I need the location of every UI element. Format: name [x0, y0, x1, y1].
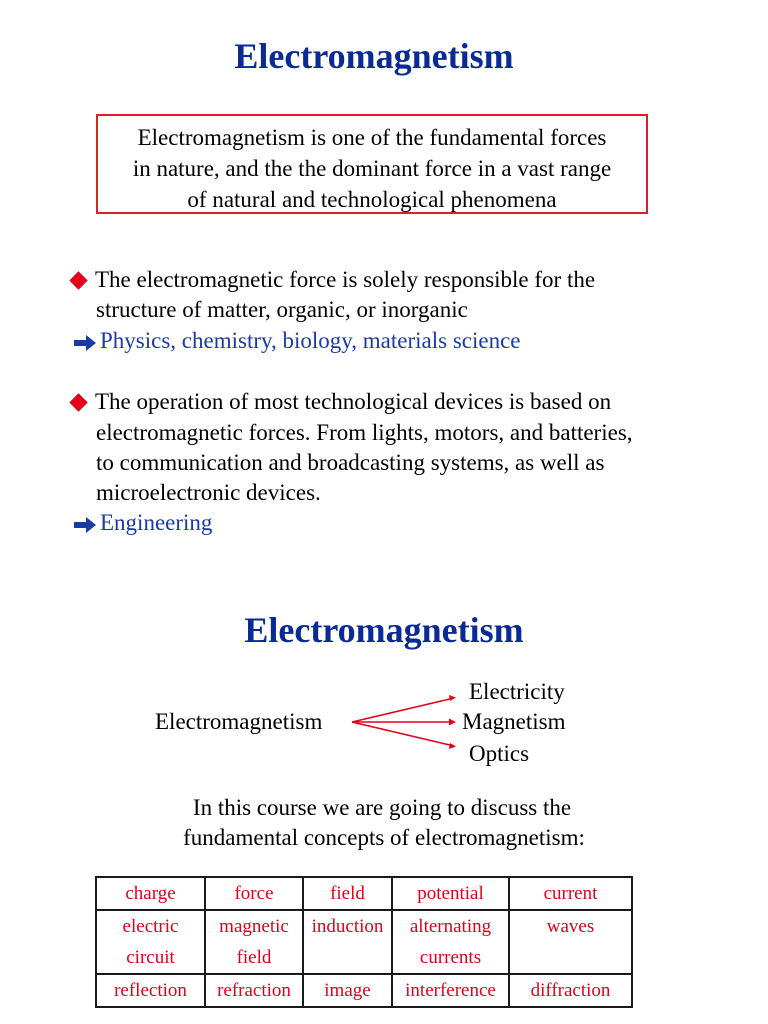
slide1-title: Electromagnetism: [234, 36, 514, 76]
table-row: [96, 974, 632, 1007]
diagram-target-electricity: Electricity: [469, 679, 565, 704]
arrowhead: [449, 719, 456, 726]
topic-cell: electric circuit: [96, 910, 205, 974]
topic-cell: potential: [392, 877, 509, 910]
bullet2-arrow-text: Engineering: [100, 510, 213, 535]
table-row: [96, 877, 632, 910]
arrow-to-optics: [352, 722, 454, 746]
table-row: [96, 910, 632, 974]
right-arrow-icon: [72, 334, 98, 352]
definition-line: in nature, and the the dominant force in a vast range: [132, 156, 612, 181]
diagram-source-label: Electromagnetism: [155, 709, 323, 734]
bullet2-line3: to communication and broadcasting systems, as well as: [96, 450, 605, 475]
arrow-to-electricity: [352, 698, 454, 722]
topic-cell: magnetic field: [205, 910, 303, 974]
topic-cell: current: [509, 877, 632, 910]
topic-cell: alternating currents: [392, 910, 509, 974]
bullet2-line4: microelectronic devices.: [96, 480, 321, 505]
bullet2-arrow-line: [72, 508, 212, 538]
topic-cell: refraction: [205, 974, 303, 1007]
bullet1-text: The electromagnetic force is solely responsible for the: [95, 267, 596, 292]
topic-cell: waves: [509, 910, 632, 974]
bullet1-line1: [68, 265, 595, 295]
diagram-target-magnetism: Magnetism: [462, 709, 566, 734]
topic-cell: induction: [303, 910, 392, 974]
topic-cell: field: [303, 877, 392, 910]
definition-line: of natural and technological phenomena: [187, 187, 557, 212]
bullet1-arrow-line: [72, 326, 521, 356]
diagram-arrows: [348, 690, 460, 754]
bullet2-line2: electromagnetic forces. From lights, motors, and batteries,: [96, 420, 633, 445]
arrowhead: [449, 695, 456, 701]
topic-cell: force: [205, 877, 303, 910]
topic-cell: reflection: [96, 974, 205, 1007]
bullet1-line2: structure of matter, organic, or inorganic: [96, 297, 468, 322]
topic-cell: diffraction: [509, 974, 632, 1007]
diamond-bullet-icon: [69, 394, 87, 412]
topic-cell: charge: [96, 877, 205, 910]
topics-table: [95, 876, 633, 1008]
course-text-line: In this course we are going to discuss the: [192, 795, 572, 820]
right-arrow-icon: [72, 516, 98, 534]
slide2-title: Electromagnetism: [244, 610, 524, 650]
diagram-target-optics: Optics: [469, 741, 530, 766]
bullet1-arrow-text: Physics, chemistry, biology, materials science: [100, 328, 521, 353]
course-text-line: fundamental concepts of electromagnetism:: [183, 825, 585, 850]
topic-cell: image: [303, 974, 392, 1007]
arrowhead: [449, 743, 456, 749]
definition-box: [96, 114, 648, 214]
bullet2-text: The operation of most technological devices is based on: [95, 389, 612, 414]
topic-cell: interference: [392, 974, 509, 1007]
bullet2-line1: [68, 387, 611, 417]
definition-line: Electromagnetism is one of the fundamental forces: [137, 125, 607, 150]
diamond-bullet-icon: [69, 272, 87, 290]
